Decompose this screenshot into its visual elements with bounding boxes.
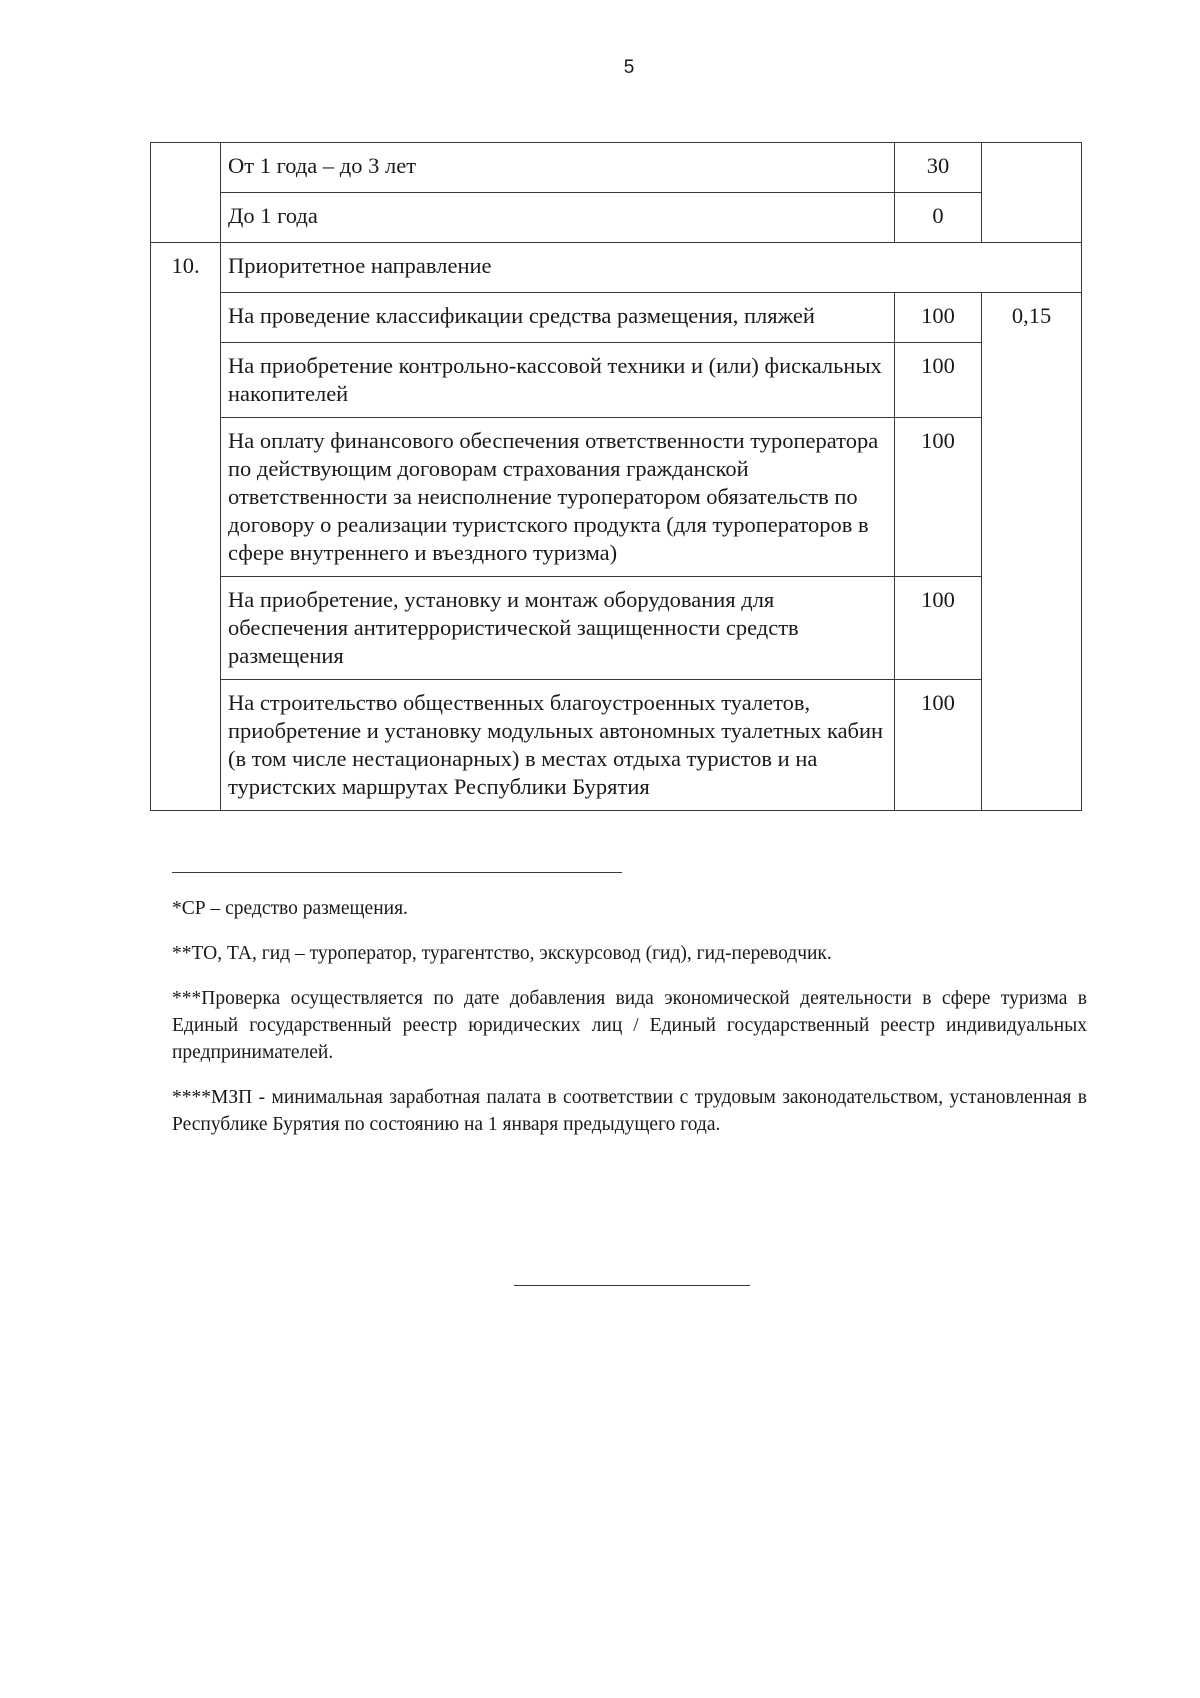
table-row [151,293,1082,343]
criterion-label: На оплату финансового обеспечения ответственности туроператора по действующим договорам страхования гражданской ответственности за неисполнение туроператором обязательств по договору о реализации туристского продукта (для туроператоров в сфере внутреннего и въездного туризма) [221,418,895,577]
weight-value: 0,15 [982,293,1082,811]
page-number: 5 [623,57,635,78]
footnote: ***Проверка осуществляется по дате добавления вида экономической деятельности в сфере туризма в Единый государственный реестр юридических лиц / Единый государственный реестр индивидуальных предпринимателей. [172,988,1087,1063]
criterion-score: 100 [895,577,982,680]
table-row [151,343,1082,418]
table-row [151,418,1082,577]
criterion-label: На строительство общественных благоустроенных туалетов, приобретение и установку модульных автономных туалетных кабин (в том числе нестационарных) в местах отдыха туристов и на туристских маршрутах Республики Бурятия [221,680,895,811]
footnote: *СР – средство размещения. [172,898,408,919]
criterion-label: От 1 года – до 3 лет [221,143,895,193]
criterion-score: 0 [895,193,982,243]
criterion-label: На приобретение контрольно-кассовой техники и (или) фискальных накопителей [221,343,895,418]
criterion-score: 100 [895,343,982,418]
row-number-cell [151,143,221,243]
criterion-label: На проведение классификации средства размещения, пляжей [221,293,895,343]
criterion-label: До 1 года [221,193,895,243]
criterion-score: 30 [895,143,982,193]
footnote: **ТО, ТА, гид – туроператор, турагентство, экскурсовод (гид), гид-переводчик. [172,943,832,964]
weight-cell [982,143,1082,243]
criterion-score: 100 [895,680,982,811]
table-row [151,243,1082,293]
table-row [151,680,1082,811]
section-number: 10. [151,243,221,811]
section-title: Приоритетное направление [221,243,1082,293]
table-row [151,193,1082,243]
footnote-separator [172,872,622,873]
end-separator [514,1285,750,1286]
table-row [151,577,1082,680]
criterion-label: На приобретение, установку и монтаж оборудования для обеспечения антитеррористической защищенности средств размещения [221,577,895,680]
table-row [151,143,1082,193]
criteria-table [150,142,1082,811]
criterion-score: 100 [895,418,982,577]
footnotes [172,895,1087,1156]
criterion-score: 100 [895,293,982,343]
footnote: ****МЗП - минимальная заработная палата в соответствии с трудовым законодательством, установленная в Республике Бурятия по состоянию на 1 января предыдущего года. [172,1087,1087,1135]
